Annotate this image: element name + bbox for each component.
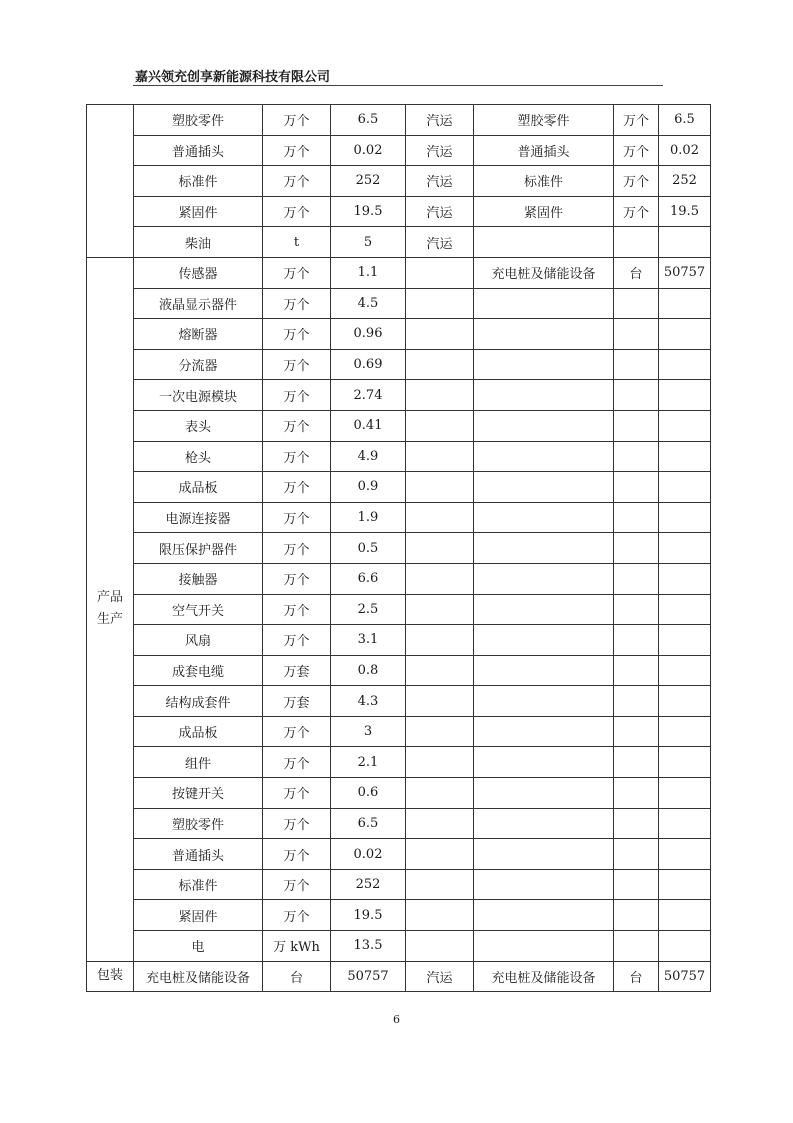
material-unit-cell: 万个 xyxy=(263,288,331,319)
material-name-cell: 充电桩及储能设备 xyxy=(134,961,263,992)
material-name-cell: 电源连接器 xyxy=(134,502,263,533)
table-row xyxy=(87,196,711,227)
material-amount-cell: 252 xyxy=(331,869,406,900)
table-row xyxy=(87,227,711,258)
transport-mode-cell xyxy=(406,594,474,625)
transport-mode-cell xyxy=(406,716,474,747)
transport-mode-cell xyxy=(406,533,474,564)
product-unit-cell xyxy=(614,594,659,625)
product-unit-cell xyxy=(614,441,659,472)
material-name-cell: 枪头 xyxy=(134,441,263,472)
material-amount-cell: 3 xyxy=(331,716,406,747)
material-unit-cell: 万个 xyxy=(263,380,331,411)
material-name-cell: 液晶显示器件 xyxy=(134,288,263,319)
product-unit-cell xyxy=(614,563,659,594)
material-unit-cell: 万个 xyxy=(263,257,331,288)
material-amount-cell: 252 xyxy=(331,166,406,197)
section-label: 产品 生产 xyxy=(87,257,134,961)
product-unit-cell xyxy=(614,931,659,962)
table-row xyxy=(87,686,711,717)
material-name-cell: 接触器 xyxy=(134,563,263,594)
product-amount-cell: 6.5 xyxy=(659,105,711,136)
material-unit-cell: 万个 xyxy=(263,716,331,747)
material-unit-cell: 万个 xyxy=(263,135,331,166)
transport-mode-cell xyxy=(406,839,474,870)
material-name-cell: 限压保护器件 xyxy=(134,533,263,564)
material-amount-cell: 0.6 xyxy=(331,778,406,809)
transport-mode-cell xyxy=(406,655,474,686)
table-row xyxy=(87,655,711,686)
material-unit-cell: 万个 xyxy=(263,441,331,472)
material-name-cell: 熔断器 xyxy=(134,319,263,350)
product-amount-cell xyxy=(659,380,711,411)
transport-mode-cell xyxy=(406,288,474,319)
product-name-cell: 标准件 xyxy=(474,166,614,197)
transport-mode-cell xyxy=(406,625,474,656)
product-name-cell: 紧固件 xyxy=(474,196,614,227)
material-amount-cell: 0.9 xyxy=(331,472,406,503)
table-row xyxy=(87,319,711,350)
product-name-cell xyxy=(474,594,614,625)
table-row xyxy=(87,961,711,992)
table-row xyxy=(87,257,711,288)
material-amount-cell: 2.5 xyxy=(331,594,406,625)
product-amount-cell xyxy=(659,441,711,472)
material-amount-cell: 6.6 xyxy=(331,563,406,594)
material-unit-cell: 万个 xyxy=(263,196,331,227)
material-amount-cell: 3.1 xyxy=(331,625,406,656)
material-amount-cell: 4.9 xyxy=(331,441,406,472)
material-name-cell: 分流器 xyxy=(134,349,263,380)
transport-mode-cell: 汽运 xyxy=(406,227,474,258)
transport-mode-cell xyxy=(406,931,474,962)
table-row xyxy=(87,135,711,166)
product-amount-cell xyxy=(659,900,711,931)
material-unit-cell: 万套 xyxy=(263,686,331,717)
product-amount-cell: 50757 xyxy=(659,961,711,992)
product-unit-cell xyxy=(614,380,659,411)
material-unit-cell: 万个 xyxy=(263,778,331,809)
material-unit-cell: 万个 xyxy=(263,105,331,136)
table-row xyxy=(87,410,711,441)
material-name-cell: 紧固件 xyxy=(134,196,263,227)
material-amount-cell: 4.3 xyxy=(331,686,406,717)
product-name-cell xyxy=(474,227,614,258)
material-amount-cell: 0.96 xyxy=(331,319,406,350)
product-amount-cell: 252 xyxy=(659,166,711,197)
transport-mode-cell: 汽运 xyxy=(406,196,474,227)
material-unit-cell: 万个 xyxy=(263,625,331,656)
product-name-cell xyxy=(474,686,614,717)
material-name-cell: 组件 xyxy=(134,747,263,778)
material-amount-cell: 19.5 xyxy=(331,900,406,931)
table-row xyxy=(87,502,711,533)
table-row xyxy=(87,288,711,319)
product-name-cell xyxy=(474,380,614,411)
product-name-cell xyxy=(474,563,614,594)
product-unit-cell xyxy=(614,625,659,656)
table-row xyxy=(87,441,711,472)
table-row xyxy=(87,931,711,962)
product-unit-cell xyxy=(614,655,659,686)
product-unit-cell: 万个 xyxy=(614,105,659,136)
transport-mode-cell xyxy=(406,410,474,441)
product-amount-cell xyxy=(659,655,711,686)
transport-mode-cell: 汽运 xyxy=(406,166,474,197)
product-amount-cell xyxy=(659,410,711,441)
material-name-cell: 结构成套件 xyxy=(134,686,263,717)
product-unit-cell: 台 xyxy=(614,961,659,992)
table-row xyxy=(87,380,711,411)
product-name-cell xyxy=(474,625,614,656)
product-amount-cell xyxy=(659,686,711,717)
product-name-cell xyxy=(474,931,614,962)
material-amount-cell: 0.02 xyxy=(331,135,406,166)
material-amount-cell: 6.5 xyxy=(331,808,406,839)
table-row xyxy=(87,625,711,656)
material-amount-cell: 4.5 xyxy=(331,288,406,319)
product-unit-cell xyxy=(614,808,659,839)
material-name-cell: 标准件 xyxy=(134,166,263,197)
material-unit-cell: 万套 xyxy=(263,655,331,686)
material-name-cell: 标准件 xyxy=(134,869,263,900)
table-row xyxy=(87,839,711,870)
material-amount-cell: 0.41 xyxy=(331,410,406,441)
material-name-cell: 柴油 xyxy=(134,227,263,258)
product-name-cell xyxy=(474,778,614,809)
material-amount-cell: 50757 xyxy=(331,961,406,992)
product-amount-cell xyxy=(659,716,711,747)
product-amount-cell: 0.02 xyxy=(659,135,711,166)
material-amount-cell: 2.74 xyxy=(331,380,406,411)
product-name-cell xyxy=(474,502,614,533)
product-amount-cell xyxy=(659,808,711,839)
material-amount-cell: 0.02 xyxy=(331,839,406,870)
table-row xyxy=(87,563,711,594)
transport-mode-cell xyxy=(406,349,474,380)
product-unit-cell xyxy=(614,839,659,870)
product-amount-cell xyxy=(659,778,711,809)
transport-mode-cell: 汽运 xyxy=(406,105,474,136)
material-unit-cell: 万个 xyxy=(263,533,331,564)
product-unit-cell xyxy=(614,686,659,717)
material-amount-cell: 6.5 xyxy=(331,105,406,136)
table-row xyxy=(87,747,711,778)
product-name-cell xyxy=(474,472,614,503)
material-amount-cell: 19.5 xyxy=(331,196,406,227)
product-name-cell xyxy=(474,869,614,900)
product-amount-cell xyxy=(659,533,711,564)
table-row xyxy=(87,533,711,564)
material-name-cell: 按键开关 xyxy=(134,778,263,809)
material-unit-cell: 台 xyxy=(263,961,331,992)
transport-mode-cell xyxy=(406,441,474,472)
material-name-cell: 一次电源模块 xyxy=(134,380,263,411)
material-unit-cell: 万个 xyxy=(263,747,331,778)
product-name-cell xyxy=(474,900,614,931)
material-name-cell: 电 xyxy=(134,931,263,962)
product-unit-cell xyxy=(614,349,659,380)
material-name-cell: 风扇 xyxy=(134,625,263,656)
page-header-company: 嘉兴领充创享新能源科技有限公司 xyxy=(135,70,331,85)
product-unit-cell: 万个 xyxy=(614,135,659,166)
product-amount-cell xyxy=(659,349,711,380)
material-name-cell: 传感器 xyxy=(134,257,263,288)
product-amount-cell xyxy=(659,563,711,594)
transport-mode-cell xyxy=(406,747,474,778)
material-amount-cell: 1.1 xyxy=(331,257,406,288)
table-row xyxy=(87,166,711,197)
product-name-cell: 充电桩及储能设备 xyxy=(474,961,614,992)
material-unit-cell: 万 kWh xyxy=(263,931,331,962)
material-unit-cell: 万个 xyxy=(263,502,331,533)
table-row xyxy=(87,716,711,747)
material-name-cell: 普通插头 xyxy=(134,839,263,870)
product-name-cell xyxy=(474,533,614,564)
table-row xyxy=(87,778,711,809)
material-unit-cell: 万个 xyxy=(263,594,331,625)
material-name-cell: 塑胶零件 xyxy=(134,808,263,839)
product-unit-cell: 万个 xyxy=(614,196,659,227)
product-name-cell xyxy=(474,441,614,472)
product-name-cell xyxy=(474,349,614,380)
material-unit-cell: 万个 xyxy=(263,319,331,350)
table-row xyxy=(87,808,711,839)
table-row xyxy=(87,472,711,503)
section-label: 包装 xyxy=(87,961,134,992)
product-unit-cell: 台 xyxy=(614,257,659,288)
transport-mode-cell xyxy=(406,686,474,717)
material-amount-cell: 2.1 xyxy=(331,747,406,778)
product-name-cell: 普通插头 xyxy=(474,135,614,166)
product-name-cell xyxy=(474,716,614,747)
material-unit-cell: 万个 xyxy=(263,349,331,380)
product-amount-cell: 19.5 xyxy=(659,196,711,227)
product-name-cell: 塑胶零件 xyxy=(474,105,614,136)
material-unit-cell: 万个 xyxy=(263,900,331,931)
transport-mode-cell xyxy=(406,319,474,350)
material-unit-cell: 万个 xyxy=(263,563,331,594)
product-unit-cell xyxy=(614,502,659,533)
product-amount-cell xyxy=(659,594,711,625)
material-unit-cell: 万个 xyxy=(263,472,331,503)
material-name-cell: 普通插头 xyxy=(134,135,263,166)
product-amount-cell xyxy=(659,227,711,258)
transport-mode-cell xyxy=(406,257,474,288)
material-amount-cell: 0.8 xyxy=(331,655,406,686)
product-unit-cell xyxy=(614,778,659,809)
section-label xyxy=(87,105,134,258)
product-unit-cell xyxy=(614,747,659,778)
material-name-cell: 成品板 xyxy=(134,472,263,503)
material-name-cell: 成品板 xyxy=(134,716,263,747)
table-row xyxy=(87,869,711,900)
transport-mode-cell xyxy=(406,472,474,503)
product-name-cell xyxy=(474,655,614,686)
material-unit-cell: 万个 xyxy=(263,808,331,839)
product-unit-cell xyxy=(614,410,659,441)
product-name-cell xyxy=(474,747,614,778)
product-amount-cell xyxy=(659,319,711,350)
material-amount-cell: 13.5 xyxy=(331,931,406,962)
material-name-cell: 紧固件 xyxy=(134,900,263,931)
table-row xyxy=(87,349,711,380)
material-amount-cell: 5 xyxy=(331,227,406,258)
table-row xyxy=(87,594,711,625)
materials-table-body xyxy=(87,105,711,992)
product-amount-cell xyxy=(659,472,711,503)
transport-mode-cell: 汽运 xyxy=(406,961,474,992)
product-unit-cell xyxy=(614,716,659,747)
product-name-cell: 充电桩及储能设备 xyxy=(474,257,614,288)
product-unit-cell xyxy=(614,288,659,319)
material-amount-cell: 0.69 xyxy=(331,349,406,380)
material-unit-cell: t xyxy=(263,227,331,258)
product-amount-cell: 50757 xyxy=(659,257,711,288)
product-unit-cell xyxy=(614,227,659,258)
transport-mode-cell xyxy=(406,869,474,900)
product-name-cell xyxy=(474,410,614,441)
material-unit-cell: 万个 xyxy=(263,166,331,197)
product-unit-cell xyxy=(614,900,659,931)
product-unit-cell xyxy=(614,472,659,503)
material-name-cell: 表头 xyxy=(134,410,263,441)
transport-mode-cell xyxy=(406,900,474,931)
material-name-cell: 空气开关 xyxy=(134,594,263,625)
material-name-cell: 成套电缆 xyxy=(134,655,263,686)
materials-table xyxy=(86,104,711,992)
material-unit-cell: 万个 xyxy=(263,869,331,900)
transport-mode-cell: 汽运 xyxy=(406,135,474,166)
material-unit-cell: 万个 xyxy=(263,839,331,870)
product-unit-cell xyxy=(614,319,659,350)
product-amount-cell xyxy=(659,869,711,900)
page-number: 6 xyxy=(393,1013,400,1026)
product-amount-cell xyxy=(659,747,711,778)
product-amount-cell xyxy=(659,931,711,962)
transport-mode-cell xyxy=(406,778,474,809)
transport-mode-cell xyxy=(406,808,474,839)
product-unit-cell: 万个 xyxy=(614,166,659,197)
transport-mode-cell xyxy=(406,380,474,411)
header-divider xyxy=(133,85,663,86)
product-amount-cell xyxy=(659,288,711,319)
product-amount-cell xyxy=(659,625,711,656)
product-amount-cell xyxy=(659,502,711,533)
transport-mode-cell xyxy=(406,502,474,533)
material-amount-cell: 1.9 xyxy=(331,502,406,533)
table-row xyxy=(87,105,711,136)
product-name-cell xyxy=(474,288,614,319)
product-unit-cell xyxy=(614,533,659,564)
table-row xyxy=(87,900,711,931)
product-unit-cell xyxy=(614,869,659,900)
product-name-cell xyxy=(474,319,614,350)
material-name-cell: 塑胶零件 xyxy=(134,105,263,136)
transport-mode-cell xyxy=(406,563,474,594)
product-amount-cell xyxy=(659,839,711,870)
material-amount-cell: 0.5 xyxy=(331,533,406,564)
product-name-cell xyxy=(474,839,614,870)
product-name-cell xyxy=(474,808,614,839)
material-unit-cell: 万个 xyxy=(263,410,331,441)
